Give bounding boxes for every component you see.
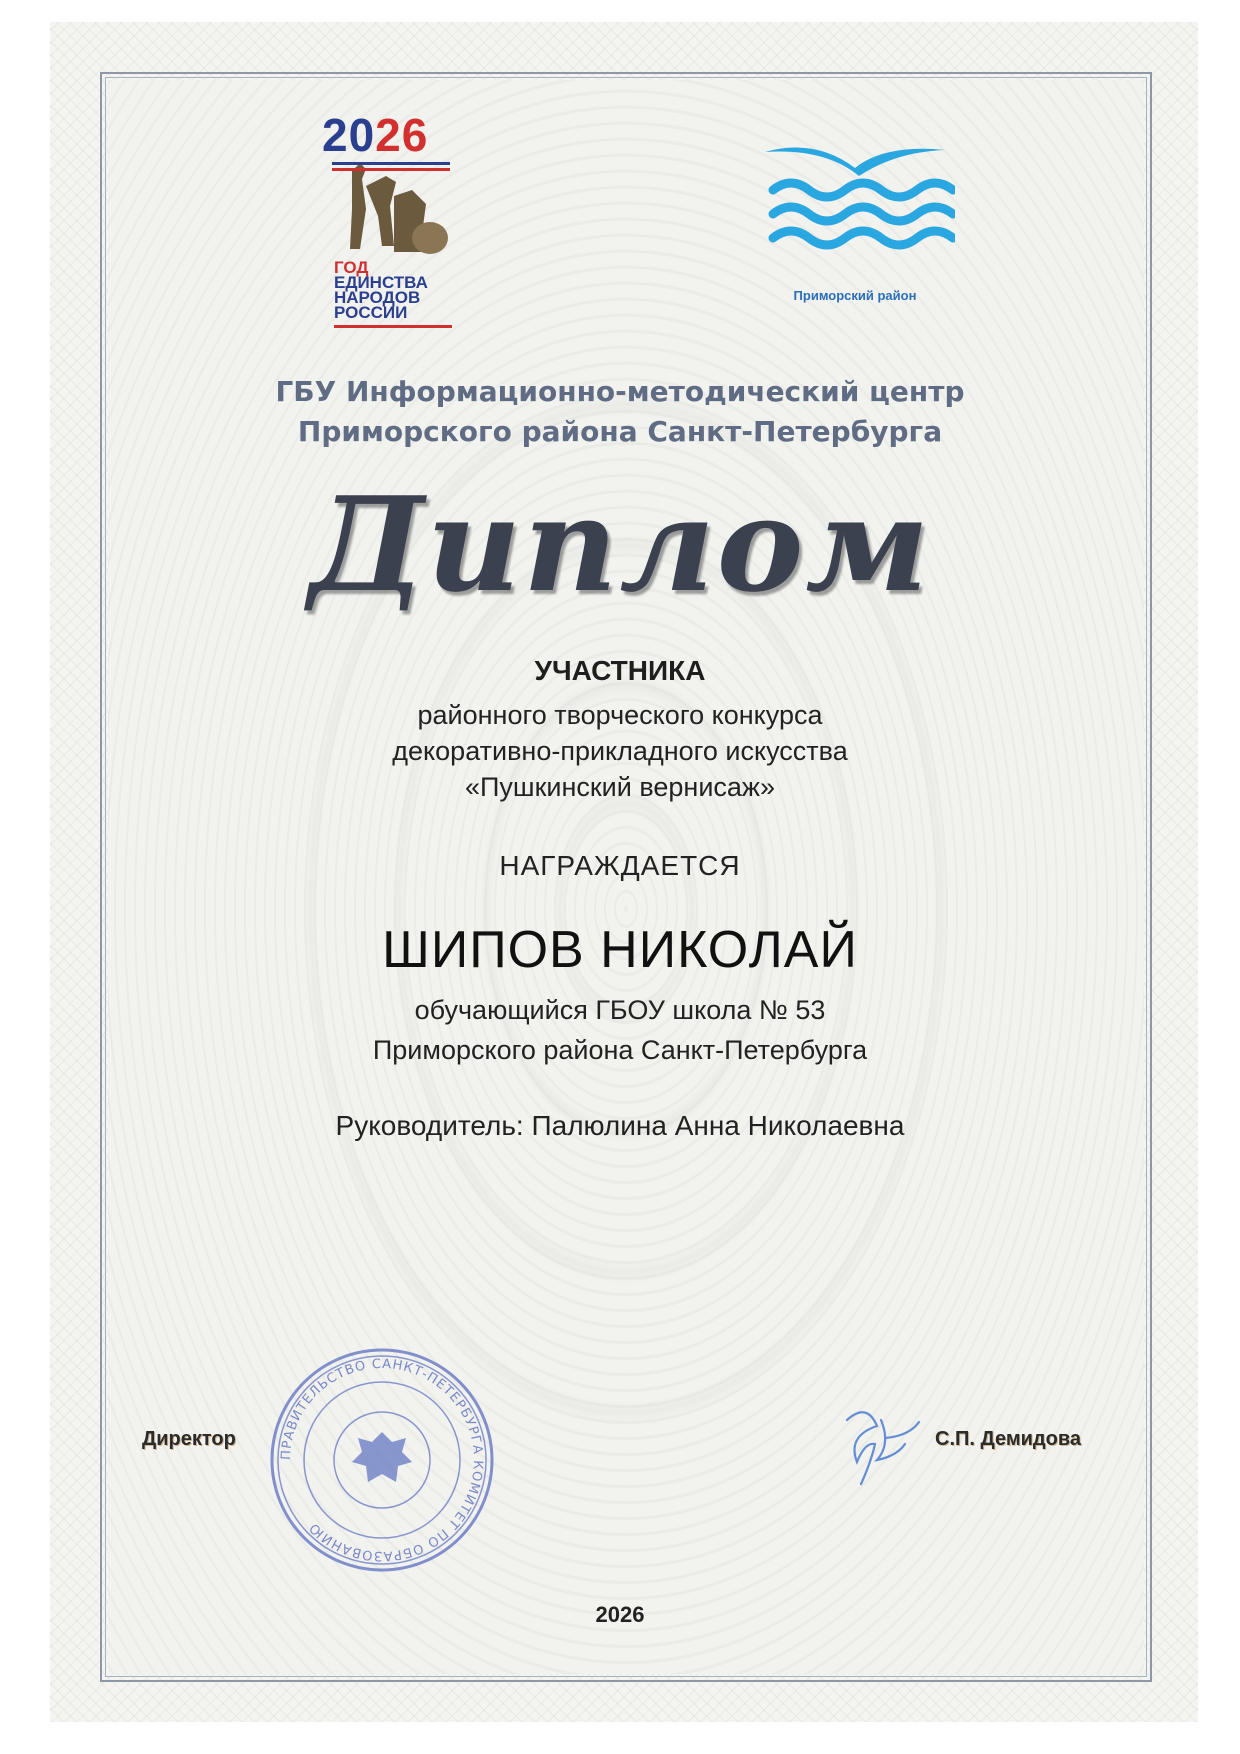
logo-year: 2026 [322,109,429,161]
district-sea-logo-icon [755,140,955,260]
student-info: обучающийся ГБОУ школа № 53 Приморского района Санкт-Петербурга [372,995,868,1065]
diploma-title: Диплом [308,468,932,621]
diploma-subtitle: УЧАСТНИКА [534,655,706,686]
logo-caption: ГОД ЕДИНСТВА НАРОДОВ РОССИИ [334,260,462,328]
director-label: Директор [142,1428,236,1450]
organization-name: ГБУ Информационно-методический центр Приморского района Санкт-Петербурга [275,375,965,448]
district-logo-caption: Приморский район [793,288,917,303]
issue-year: 2026 [595,1602,645,1627]
svg-text:ПРАВИТЕЛЬСТВО САНКТ-ПЕТЕРБУРГА: ПРАВИТЕЛЬСТВО САНКТ-ПЕТЕРБУРГА КОМИТЕТ ПО ОБРАЗОВАНИЮ [278,1356,486,1564]
official-seal-icon [262,1340,502,1580]
recipient-name: ШИПОВ НИКОЛАЙ [382,921,858,979]
signature-icon [825,1390,935,1500]
year-of-unity-logo [322,109,462,322]
awarded-label: НАГРАЖДАЕТСЯ [499,850,741,881]
logo-red-bar [334,325,452,328]
supervisor-line: Руководитель: Палюлина Анна Николаевна [335,1110,905,1141]
monument-icon [322,156,462,266]
contest-description: районного творческого конкурса декоративно-прикладного искусства «Пушкинский вернисаж» [392,700,848,802]
director-name: С.П. Демидова [935,1428,1081,1450]
